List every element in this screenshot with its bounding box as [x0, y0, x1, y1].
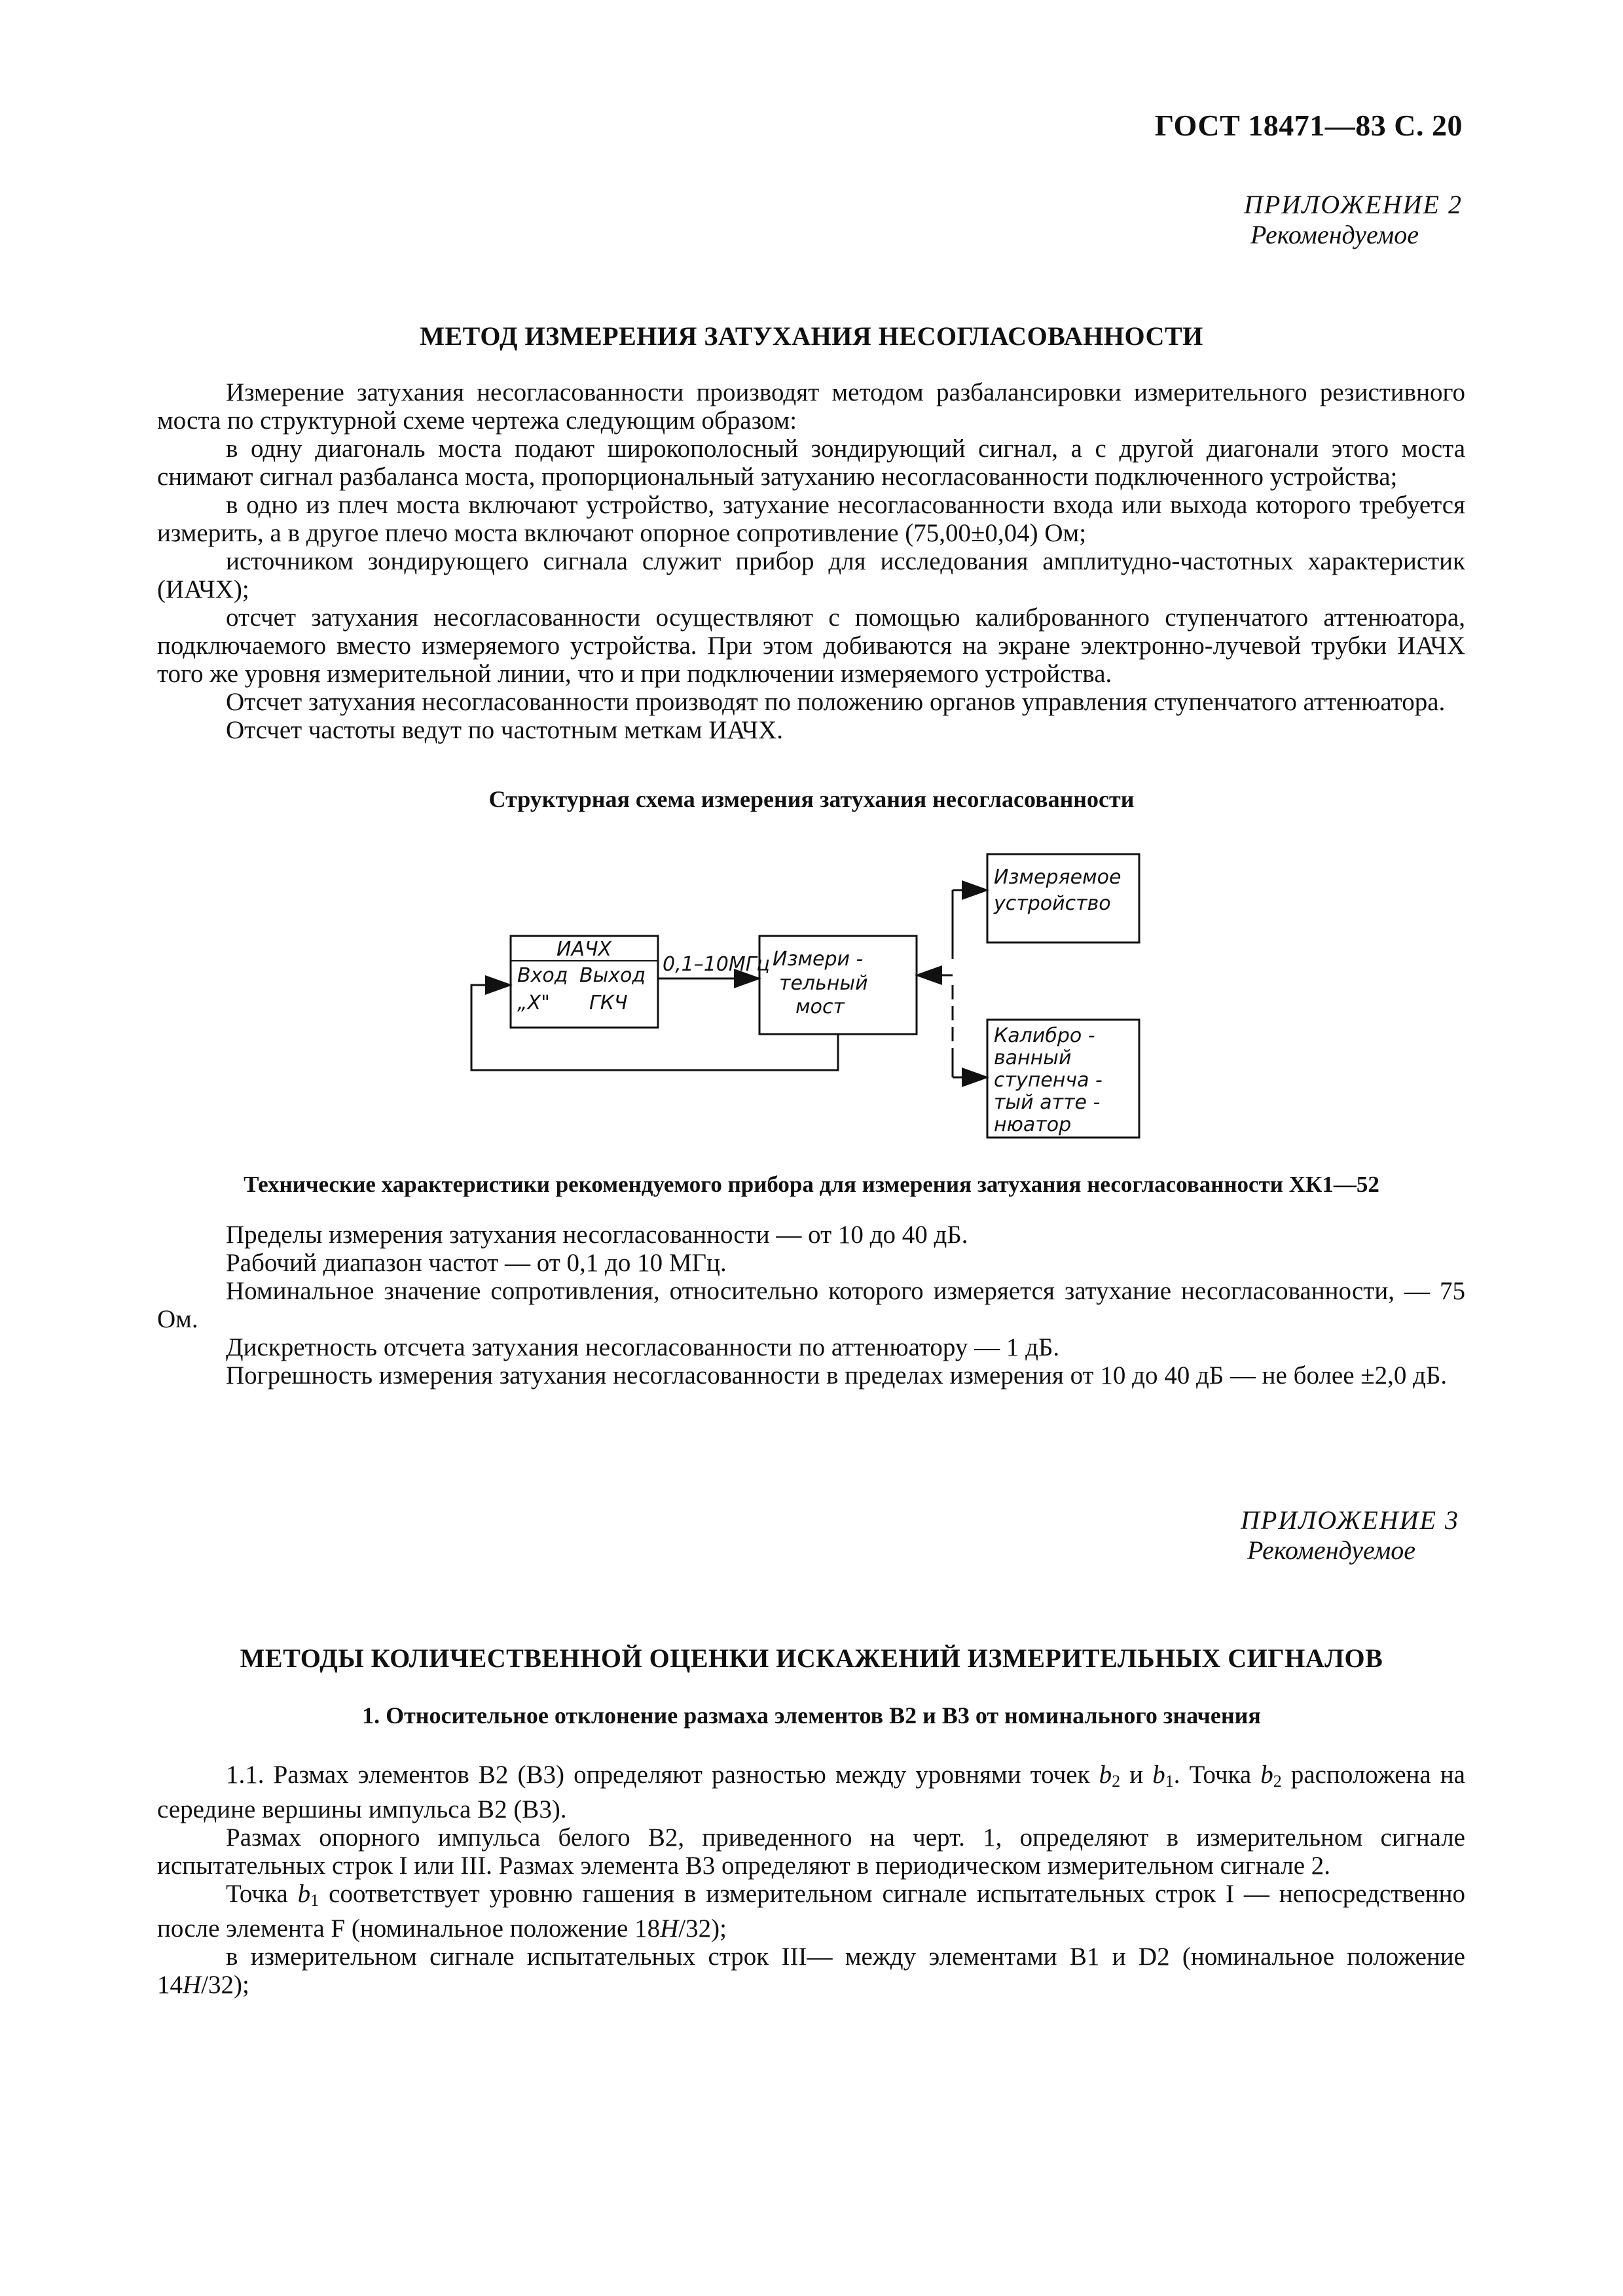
iachx-name: ИАЧХ — [556, 938, 612, 961]
frequency-label: 0,1–10МГц — [663, 953, 770, 976]
spec-item: Номинальное значение сопротивления, относительно которого измеряется затухание несогласованности, — 75 Ом. — [157, 1277, 1465, 1333]
attenuator-label-2: ванный — [994, 1047, 1072, 1069]
block-diagram — [458, 844, 1165, 1145]
section-1-body — [157, 378, 1465, 744]
text-run: /32); — [678, 1914, 727, 1943]
section-2-title: МЕТОДЫ КОЛИЧЕСТВЕННОЙ ОЦЕНКИ ИСКАЖЕНИЙ ИЗМЕРИТЕЛЬНЫХ СИГНАЛОВ — [240, 1643, 1383, 1673]
paragraph: Размах опорного импульса белого В2, приведенного на черт. 1, определяют в измерительном сигнале испытательных строк I или III. Размах элемента В3 определяют в периодическом измерительном сигнале 2. — [157, 1823, 1465, 1880]
appendix-3-label — [1241, 1505, 1459, 1566]
page-header: ГОСТ 18471—83 С. 20 — [1154, 109, 1463, 142]
symbol-b: b — [1152, 1761, 1165, 1789]
spec-item: Рабочий диапазон частот — от 0,1 до 10 МГц. — [226, 1249, 727, 1277]
symbol-h: H — [660, 1914, 679, 1943]
paragraph: в одну диагональ моста подают широкополосный зондирующий сигнал, а с другой диагонали этого моста снимают сигнал разбаланса моста, пропорциональный затуханию несогласованности подключенного устройства; — [157, 435, 1465, 491]
text-run: 1.1. Размах элементов В2 (В3) определяют разностью между уровнями точек — [226, 1761, 1099, 1789]
subscript: 2 — [1112, 1772, 1121, 1791]
spec-item: Пределы измерения затухания несогласованности — от 10 до 40 дБ. — [226, 1221, 968, 1249]
text-run: расположена на середине вершины импульса В2 (В3). — [157, 1761, 1465, 1823]
spec-item: Дискретность отсчета затухания несогласованности по аттенюатору — 1 дБ. — [226, 1333, 1060, 1361]
iachx-output-label: Выход — [579, 964, 646, 987]
text-run: и — [1120, 1761, 1153, 1789]
appendix-3-title: ПРИЛОЖЕНИЕ 3 — [1241, 1505, 1459, 1535]
subscript: 1 — [310, 1891, 319, 1910]
text-run: . Точка — [1173, 1761, 1261, 1789]
section-2-body — [157, 1761, 1465, 1999]
iachx-input-sub: „Х" — [517, 992, 550, 1014]
symbol-b: b — [1099, 1761, 1112, 1789]
iachx-input-label: Вход — [517, 964, 568, 987]
paragraph: Отсчет затухания несогласованности производят по положению органов управления ступенчатого аттенюатора. — [226, 688, 1446, 716]
subscript: 1 — [1165, 1772, 1174, 1791]
section-2-subtitle: 1. Относительное отклонение размаха элементов В2 и В3 от номинального значения — [362, 1702, 1261, 1729]
diagram-title: Структурная схема измерения затухания несогласованности — [488, 786, 1135, 812]
bridge-label-3: мост — [795, 996, 845, 1018]
text-run: в измерительном сигнале испытательных строк III— между элементами В1 и D2 (номинальное положение 14 — [157, 1943, 1465, 1999]
appendix-3-status: Рекомендуемое — [1247, 1535, 1416, 1565]
paragraph: Измерение затухания несогласованности производят методом разбалансировки измерительного резистивного моста по структурной схеме чертежа следующим образом: — [157, 378, 1465, 435]
bridge-label-2: тельный — [779, 972, 868, 995]
device-label-2: устройство — [994, 892, 1111, 915]
symbol-h: H — [183, 1971, 202, 1999]
attenuator-label-3: ступенча - — [994, 1069, 1103, 1092]
spec-item: Погрешность измерения затухания несогласованности в пределах измерения от 10 до 40 дБ — не более ±2,0 дБ. — [226, 1361, 1448, 1390]
appendix-2-title: ПРИЛОЖЕНИЕ 2 — [1244, 190, 1463, 219]
bridge-label-1: Измери - — [773, 948, 864, 971]
subscript: 2 — [1273, 1772, 1282, 1791]
specs-list — [157, 1221, 1465, 1390]
symbol-b: b — [1260, 1761, 1273, 1789]
iachx-output-sub: ГКЧ — [589, 992, 628, 1014]
device-label-1: Измеряемое — [994, 866, 1122, 889]
attenuator-label-4: тый атте - — [994, 1091, 1101, 1114]
paragraph: Отсчет частоты ведут по частотным меткам ИАЧХ. — [226, 716, 784, 744]
text-run: соответствует уровню гашения в измерительном сигнале испытательных строк I — непосредственно после элемента F (номинальное положение 18 — [157, 1880, 1465, 1943]
paragraph — [157, 1943, 1465, 1999]
attenuator-label-5: нюатор — [994, 1113, 1072, 1136]
section-1-title: МЕТОД ИЗМЕРЕНИЯ ЗАТУХАНИЯ НЕСОГЛАСОВАННОСТИ — [420, 321, 1203, 351]
paragraph: источником зондирующего сигнала служит прибор для исследования амплитудно-частотных характеристик (ИАЧХ); — [157, 547, 1465, 603]
attenuator-label-1: Калибро - — [994, 1024, 1095, 1047]
symbol-b: b — [297, 1880, 311, 1908]
block-diagram-svg — [458, 844, 1165, 1145]
appendix-2-status: Рекомендуемое — [1250, 220, 1419, 249]
text-run: Точка — [226, 1880, 298, 1908]
paragraph — [157, 1880, 1465, 1943]
paragraph: отсчет затухания несогласованности осуществляют с помощью калиброванного ступенчатого аттенюатора, подключаемого вместо измеряемого устройства. При этом добиваются на экране электронно-лучевой трубки ИАЧХ того же уровня измерительной линии, что и при подключении измеряемого устройства. — [157, 603, 1465, 688]
appendix-2-label — [1244, 190, 1463, 250]
text-run: /32); — [201, 1971, 249, 1999]
paragraph — [157, 1761, 1465, 1823]
specs-title: Технические характеристики рекомендуемого прибора для измерения затухания несогласованности ХК1—52 — [244, 1172, 1379, 1197]
paragraph: в одно из плеч моста включают устройство, затухание несогласованности входа или выхода которого требуется измерить, а в другое плечо моста включают опорное сопротивление (75,00±0,04) Ом; — [157, 491, 1465, 547]
